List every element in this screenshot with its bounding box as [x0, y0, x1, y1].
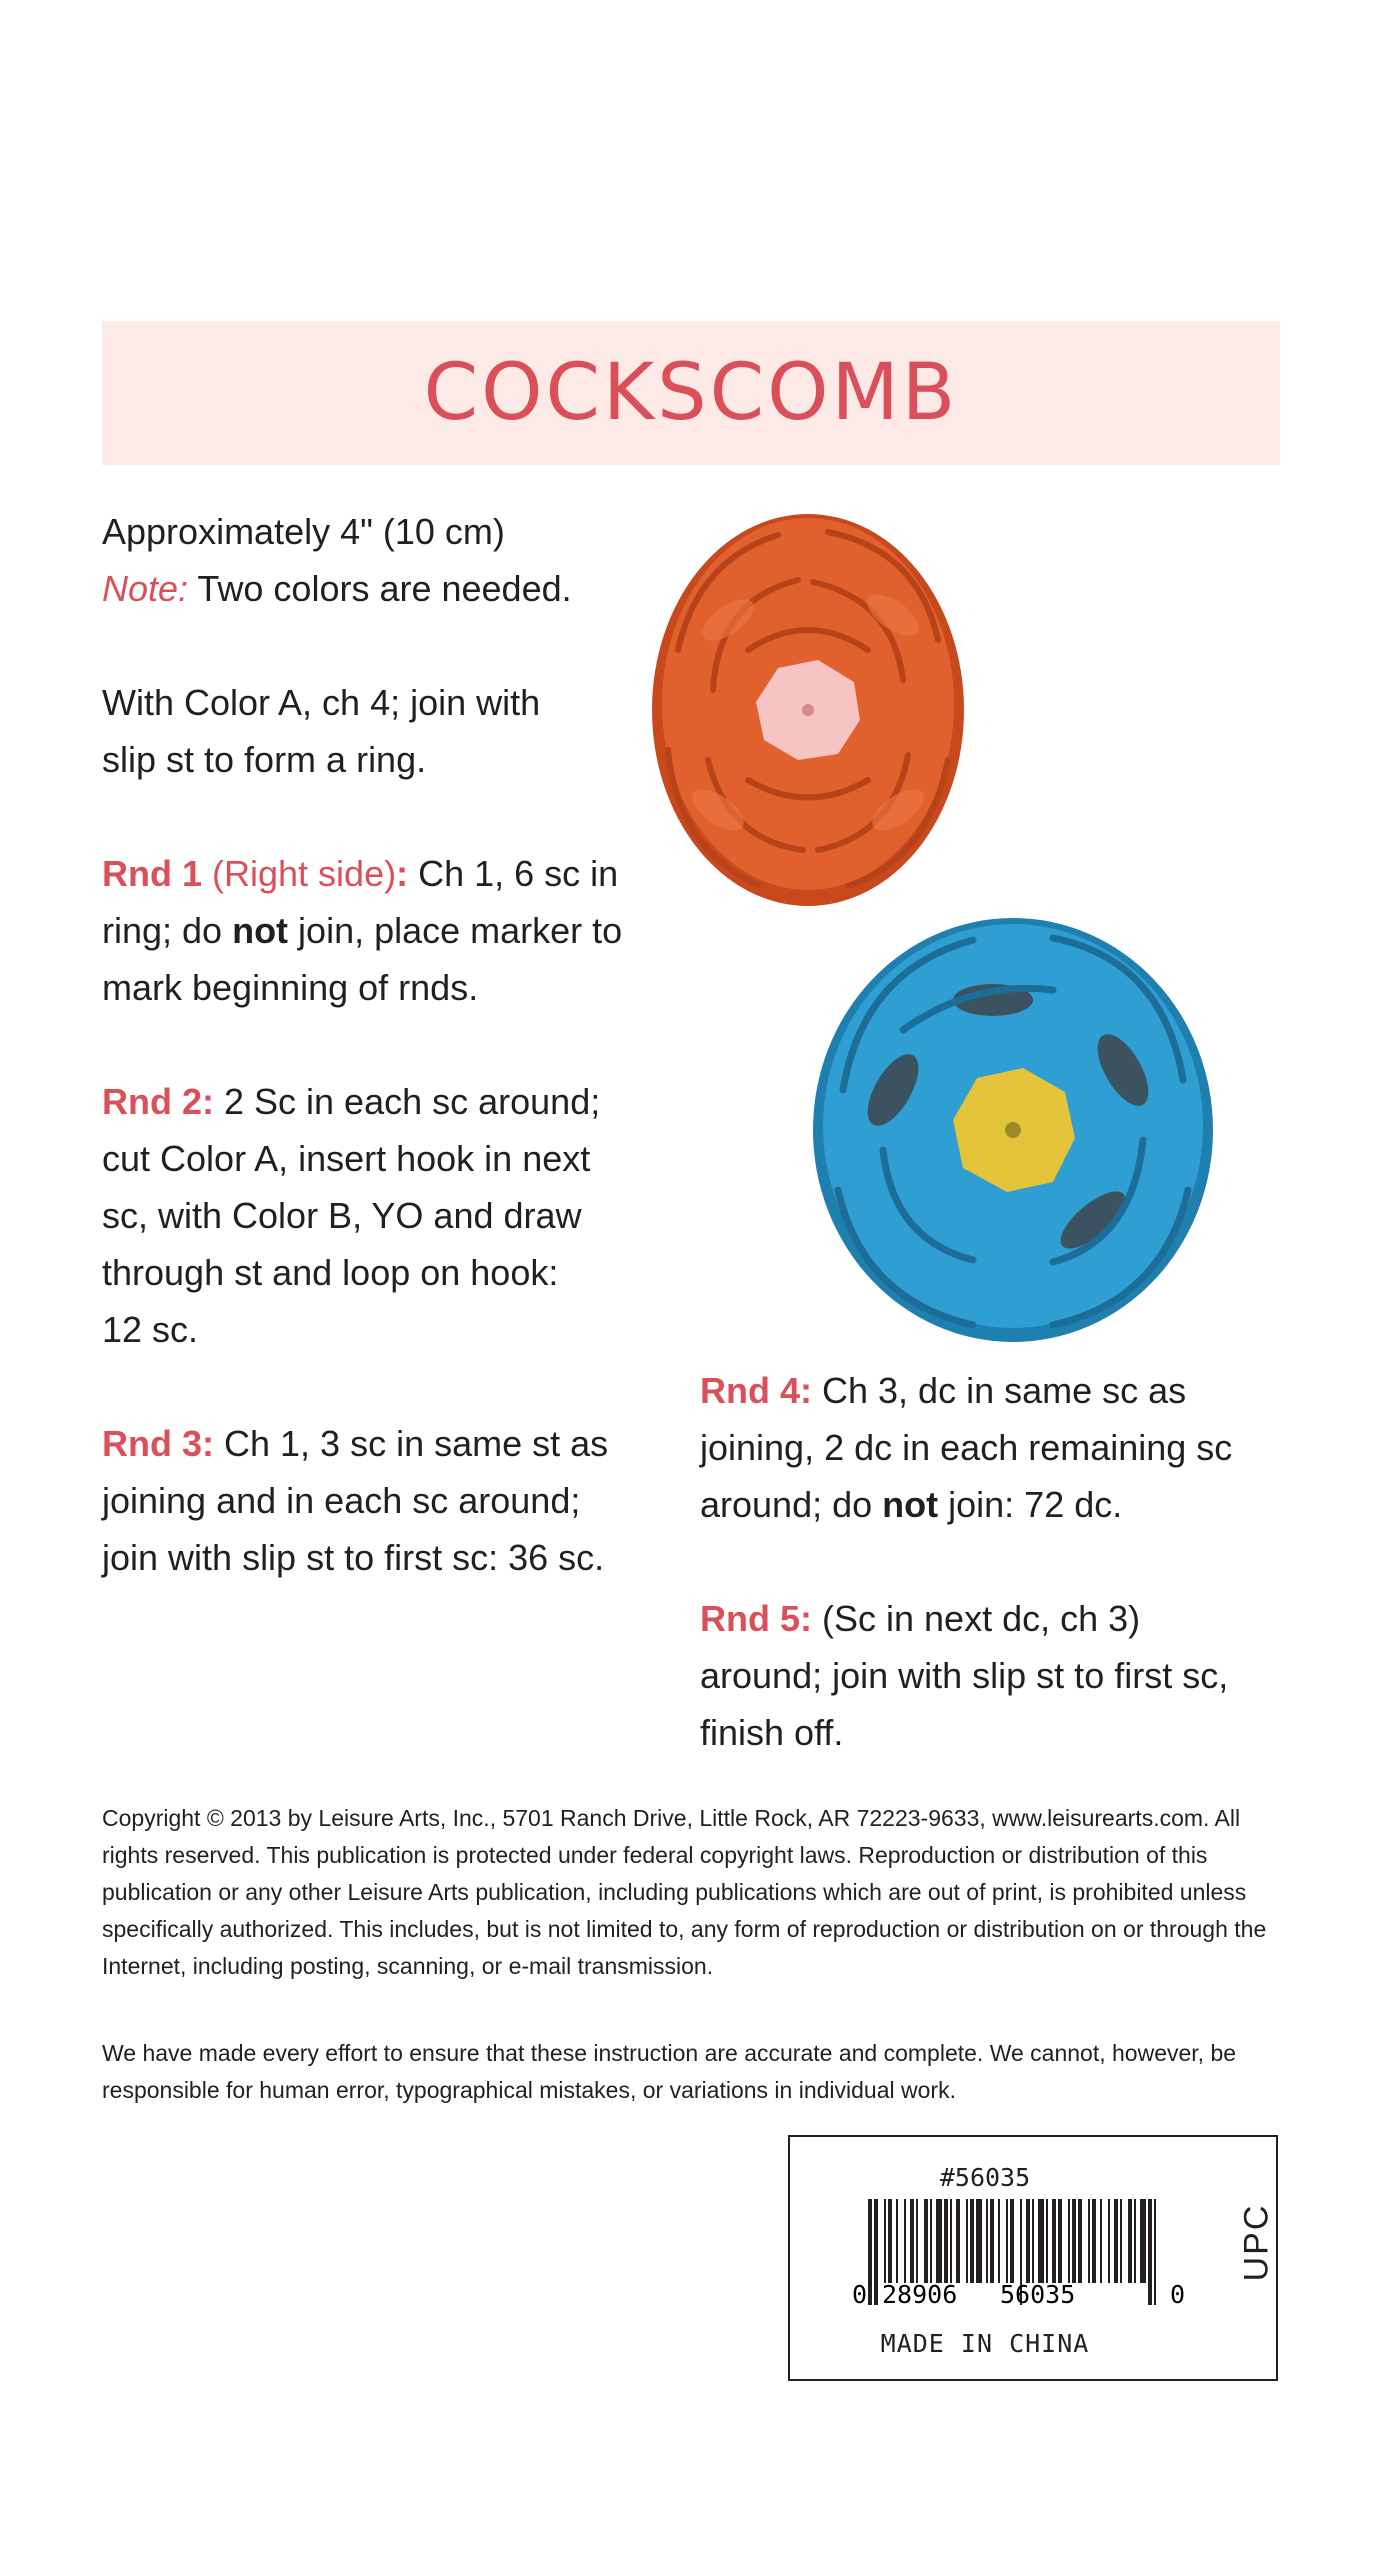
barcode-bar [1052, 2199, 1056, 2283]
size-text: Approximately 4" (10 cm) [102, 511, 505, 552]
start-line-1: With Color A, ch 4; join with [102, 682, 541, 723]
note-text: Two colors are needed. [188, 568, 572, 609]
rnd1-line-2b: join, place marker to [288, 910, 623, 951]
rnd5-line-1: (Sc in next dc, ch 3) [812, 1598, 1141, 1639]
barcode-bar [1058, 2199, 1062, 2283]
made-in-label: MADE IN CHINA [880, 2329, 1090, 2358]
rnd4-instruction [700, 1362, 1300, 1533]
barcode-bar [1032, 2199, 1034, 2283]
rnd4-line-2: joining, 2 dc in each remaining sc [700, 1427, 1233, 1468]
barcode-bar [1068, 2199, 1070, 2283]
rnd2-label: Rnd 2: [102, 1081, 214, 1122]
rnd5-line-2: around; join with slip st to first sc, [700, 1655, 1229, 1696]
barcode-bar [1134, 2199, 1136, 2283]
barcode-bar [916, 2199, 918, 2283]
barcode-digits-b: 56035 [1000, 2280, 1076, 2309]
barcode-digits-a: 28906 [882, 2280, 958, 2309]
barcode-bar [868, 2199, 872, 2305]
rnd3-label: Rnd 3: [102, 1423, 214, 1464]
disclaimer-notice: We have made every effort to ensure that these instruction are accurate and complete. We cannot, however, be responsible for human error, typographical mistakes, or variations in individual work. [102, 2040, 1237, 2103]
barcode-bar [1128, 2199, 1132, 2283]
rnd5-line-3: finish off. [700, 1712, 844, 1753]
sku-number: #56035 [939, 2163, 1031, 2192]
upc-label: UPC [1237, 2203, 1276, 2282]
barcode-bar [990, 2199, 994, 2283]
barcode-bar [904, 2199, 906, 2283]
barcode-digit-left: 0 [852, 2280, 868, 2309]
barcode-bar [888, 2199, 892, 2283]
rnd4-line-3b: join: 72 dc. [938, 1484, 1123, 1525]
rnd2-line-5: 12 sc. [102, 1309, 199, 1350]
barcode-bar [966, 2199, 968, 2283]
rnd3-line-3: join with slip st to first sc: 36 sc. [102, 1537, 605, 1578]
rnd3-line-1: Ch 1, 3 sc in same st as [214, 1423, 609, 1464]
rnd4-bold: not [882, 1484, 939, 1525]
barcode-bar [896, 2199, 898, 2283]
barcode-bar [1114, 2199, 1118, 2283]
barcode-bar [1010, 2199, 1014, 2283]
barcode-bar [986, 2199, 988, 2283]
rnd4-line-3a: around; do [700, 1484, 883, 1525]
blue-flower-image [808, 910, 1218, 1350]
rnd4-line-1: Ch 3, dc in same sc as [812, 1370, 1187, 1411]
barcode-bar [998, 2199, 1000, 2283]
barcode-bar [1006, 2199, 1008, 2283]
rnd2-line-4: through st and loop on hook: [102, 1252, 559, 1293]
rnd1-label: Rnd 1 [102, 853, 203, 894]
barcode-bar [1038, 2199, 1044, 2283]
barcode-bar [970, 2199, 974, 2283]
rnd2-line-1: 2 Sc in each sc around; [214, 1081, 601, 1122]
rnd2-line-3: sc, with Color B, YO and draw [102, 1195, 582, 1236]
size-line [102, 503, 702, 560]
rnd4-label: Rnd 4: [700, 1370, 812, 1411]
barcode-bar [1072, 2199, 1076, 2283]
barcode-bar [1100, 2199, 1102, 2283]
barcode-bar [1148, 2199, 1152, 2305]
barcode-bar [1108, 2199, 1110, 2283]
barcode-bar [936, 2199, 942, 2283]
rnd3-line-2: joining and in each sc around; [102, 1480, 581, 1521]
rnd1-bold: not [232, 910, 289, 951]
barcode-bar [944, 2199, 948, 2283]
rnd5-label: Rnd 5: [700, 1598, 812, 1639]
barcode-bar [1092, 2199, 1096, 2283]
barcode-bar [1046, 2199, 1048, 2283]
barcode-bar [1078, 2199, 1082, 2283]
barcode-bar [910, 2199, 914, 2283]
barcode-bar [950, 2199, 952, 2283]
barcode-bar [976, 2199, 982, 2283]
barcode-bar [956, 2199, 960, 2283]
barcode-bar [1140, 2199, 1146, 2283]
barcode-bar [1154, 2199, 1156, 2305]
barcode-image [790, 2137, 1190, 2337]
start-instruction [102, 674, 702, 788]
rnd1-side: (Right side) [202, 853, 397, 894]
barcode-bar [874, 2199, 878, 2305]
barcode-bar [924, 2199, 928, 2283]
rnd5-instruction [700, 1590, 1300, 1761]
barcode-bar [1120, 2199, 1122, 2283]
start-line-2: slip st to form a ring. [102, 739, 427, 780]
rnd1-instruction [102, 845, 702, 1016]
instructions-right [700, 1362, 1300, 1818]
copyright-notice: Copyright © 2013 by Leisure Arts, Inc., 5701 Ranch Drive, Little Rock, AR 72223-9633, www.leisurearts.com. All rights reserved. This publication is protected under federal copyright laws. Reproduction or distribution of this publication or any other Leisure Arts publication, including publications which are out of print, is prohibited unless specifically authorized. This includes, but is not limited to, any form of reproduction or distribution on or through the Internet, including posting, scanning, or e-mail transmission. [102, 1805, 1267, 1979]
barcode-bar [930, 2199, 932, 2283]
rnd1-line-2a: ring; do [102, 910, 233, 951]
barcode-bar [1088, 2199, 1090, 2283]
title-band [102, 321, 1280, 465]
rnd2-instruction [102, 1073, 702, 1358]
barcode-bar [884, 2199, 886, 2283]
orange-flower-image [648, 500, 968, 920]
rnd1-colon: : [396, 853, 409, 894]
barcode-bar [1026, 2199, 1030, 2283]
rnd3-instruction [102, 1415, 702, 1586]
note-line [102, 560, 702, 617]
page-title: COCKSCOMB [423, 348, 959, 438]
upc-box [788, 2135, 1278, 2381]
note-label: Note: [102, 568, 189, 609]
rnd2-line-2: cut Color A, insert hook in next [102, 1138, 591, 1179]
rnd1-line-3: mark beginning of rnds. [102, 967, 479, 1008]
instructions-left [102, 503, 702, 1643]
rnd1-line-1: Ch 1, 6 sc in [408, 853, 619, 894]
barcode-digit-right: 0 [1170, 2280, 1186, 2309]
